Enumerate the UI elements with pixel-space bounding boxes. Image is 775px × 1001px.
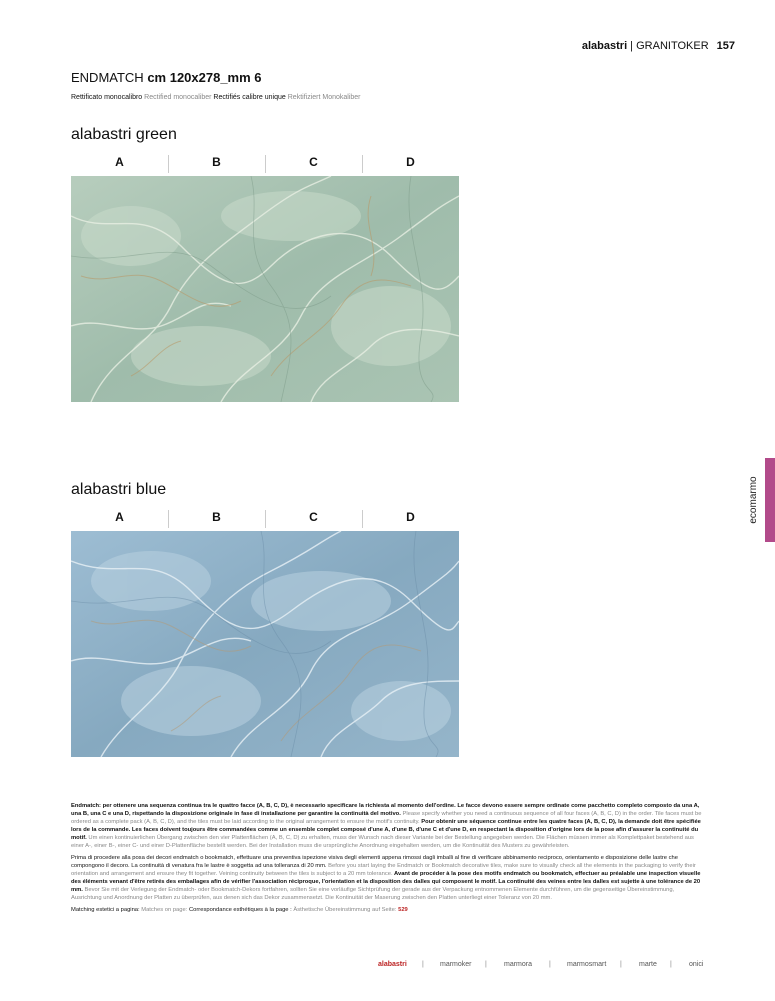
matching-de: Ästhetische Übereinstimmung auf Seite: xyxy=(293,906,399,913)
face-label-c: C xyxy=(309,155,318,169)
slab-image-green xyxy=(71,176,459,402)
format-subtitle xyxy=(71,94,361,101)
footer-item-onici[interactable]: onici xyxy=(689,961,704,968)
endmatch-label: Endmatch: xyxy=(71,803,101,809)
inspection-de: Bevor Sie mit der Verlegung der Endmatch- oder Bookmatch-Dekors fortfahren, sollten Sie eine vorläufige Sichtprüfung der gerade aus der Verpackung entnommenen Elemente durchführen, um die gegenseitige Übereinstimmung, Ausrichtung und Anordnung der Platten zu überprüfen, aus denen sich das Dekor zusammensetzt. Die Kontinuität der Maserung zwischen den Platten unterliegt einer Toleranz von 20 mm. xyxy=(71,886,675,901)
footer-item-marmora[interactable]: marmora xyxy=(504,961,533,968)
footer-item-marte[interactable]: marte xyxy=(639,961,657,968)
face-labels-blue xyxy=(71,510,459,528)
matching-fr: Correspondance esthétiques à la page : xyxy=(188,906,294,913)
footer-item-marmoker[interactable]: marmoker xyxy=(440,961,472,968)
subtitle-de: Rektifiziert Monokaliber xyxy=(287,94,361,101)
matching-en: Matches on page: xyxy=(141,906,189,913)
face-label-a: A xyxy=(115,510,124,524)
endmatch-it: per ottenere una sequenza continua tra le quattro facce (A, B, C, D), è necessario specificare la richiesta al momento dell'ordine. Le facce devono essere sempre ordinate come pacchetto completo composto da una A, una B, una C e una D, rispettando la disposizione originale in fase di installazione per garantire la continuità del motivo. xyxy=(71,803,700,817)
notes-section xyxy=(71,803,704,919)
endmatch-note xyxy=(71,803,704,851)
product-title-green: alabastri green xyxy=(71,126,177,143)
face-label-c: C xyxy=(309,510,318,524)
format-title-prefix: ENDMATCH xyxy=(71,70,148,85)
footer-item-alabastri[interactable]: alabastri xyxy=(378,961,407,968)
footer-separator: | xyxy=(670,961,672,968)
inspection-en: Before you start laying the Endmatch or Bookmatch decorative tiles, make sure to visually check all the elements in the packaging to verify their orientation and arrangement and ensure they fit together. Veining continuity between the tiles is subject to a 20 mm tolerance. xyxy=(71,862,696,877)
header-divider: | xyxy=(627,40,637,52)
matching-page-link[interactable]: 529 xyxy=(398,906,408,913)
endmatch-fr: Pour obtenir une séquence continue entre les quatre faces (A, B, C, D), la demande doit être spécifiée lors de la commande. Les faces doivent toujours être commandées comme un ensemble complet composé d'une A, d'une B, d'une C et d'une D, en respectant la disposition d'origine lors de la pose afin d'assurer la continuité du motif. xyxy=(71,818,701,841)
slab-image-blue xyxy=(71,531,459,757)
face-label-b: B xyxy=(212,155,221,169)
subtitle-fr: Rectifiés calibre unique xyxy=(213,94,288,101)
marble-texture-blue xyxy=(71,531,459,757)
footer-separator: | xyxy=(422,961,424,968)
product-title-blue: alabastri blue xyxy=(71,481,167,498)
face-label-d: D xyxy=(406,155,415,169)
side-tab-label: ecomarmo xyxy=(748,476,759,524)
inspection-note xyxy=(71,855,704,903)
header-brand: GRANITOKER xyxy=(636,40,709,52)
endmatch-de: Um einen kontinuierlichen Übergang zwischen den vier Plattenflächen (A, B, C, D) zu erhalten, muss der Wunsch nach dieser Variante bei der Bestellung angegeben werden. Die Flächen müssen immer als Komplettpaket bestehend aus einer A-, einer B-, einer C- und einer D-Plattenfläche bestellt werden. Bei der Installation muss die ursprüngliche Anordnung eingehalten werden, um die Kontinuität des Musters zu gewährleisten. xyxy=(71,834,694,849)
side-tab-marker xyxy=(765,458,775,542)
face-label-a: A xyxy=(115,155,124,169)
footer-separator: | xyxy=(549,961,551,968)
endmatch-en: Please specify whether you need a continuous sequence of all four faces (A, B, C, D) in the order. Tile faces must be ordered as a complete pack (A, B, C, D), and the tiles must be laid according to the original arrangement to ensure the motif's continuity. xyxy=(71,810,702,825)
face-label-b: B xyxy=(212,510,221,524)
marble-texture-green xyxy=(71,176,459,402)
page-header xyxy=(582,40,735,52)
format-title xyxy=(71,70,262,85)
inspection-fr: Avant de procéder à la pose des motifs endmatch ou bookmatch, effectuer au préalable une inspection visuelle des éléments venant d'être retirés des emballages afin de vérifier l'association réciproque, l'orientation et la disposition des dalles qui composent le motif. La continuité des veines entre les dalles est sujette à une tolérance de 20 mm. xyxy=(71,870,701,893)
footer-separator: | xyxy=(620,961,622,968)
footer-nav xyxy=(378,961,708,973)
subtitle-en: Rectified monocaliber xyxy=(144,94,214,101)
header-series: alabastri xyxy=(581,40,628,52)
face-labels-green xyxy=(71,155,459,173)
page-number: 157 xyxy=(716,40,735,52)
inspection-it: Prima di procedere alla posa dei decori endmatch o bookmatch, effettuare una preventiva ispezione visiva degli elementi appena rimossi dagli imballi al fine di verificare abbinamento reciproco, orientamento e disposizione delle lastre che compongono il decoro. La continuità di venatura fra le lastre è soggetta ad una tolleranza di 20 mm. xyxy=(71,854,678,869)
face-label-d: D xyxy=(406,510,415,524)
footer-separator: | xyxy=(485,961,487,968)
matching-note xyxy=(71,907,704,915)
matching-it: Matching estetici a pagina: xyxy=(71,906,142,913)
subtitle-it: Rettificato monocalibro xyxy=(71,94,145,101)
format-title-size: cm 120x278_mm 6 xyxy=(147,70,262,85)
footer-item-marmosmart[interactable]: marmosmart xyxy=(567,961,607,968)
